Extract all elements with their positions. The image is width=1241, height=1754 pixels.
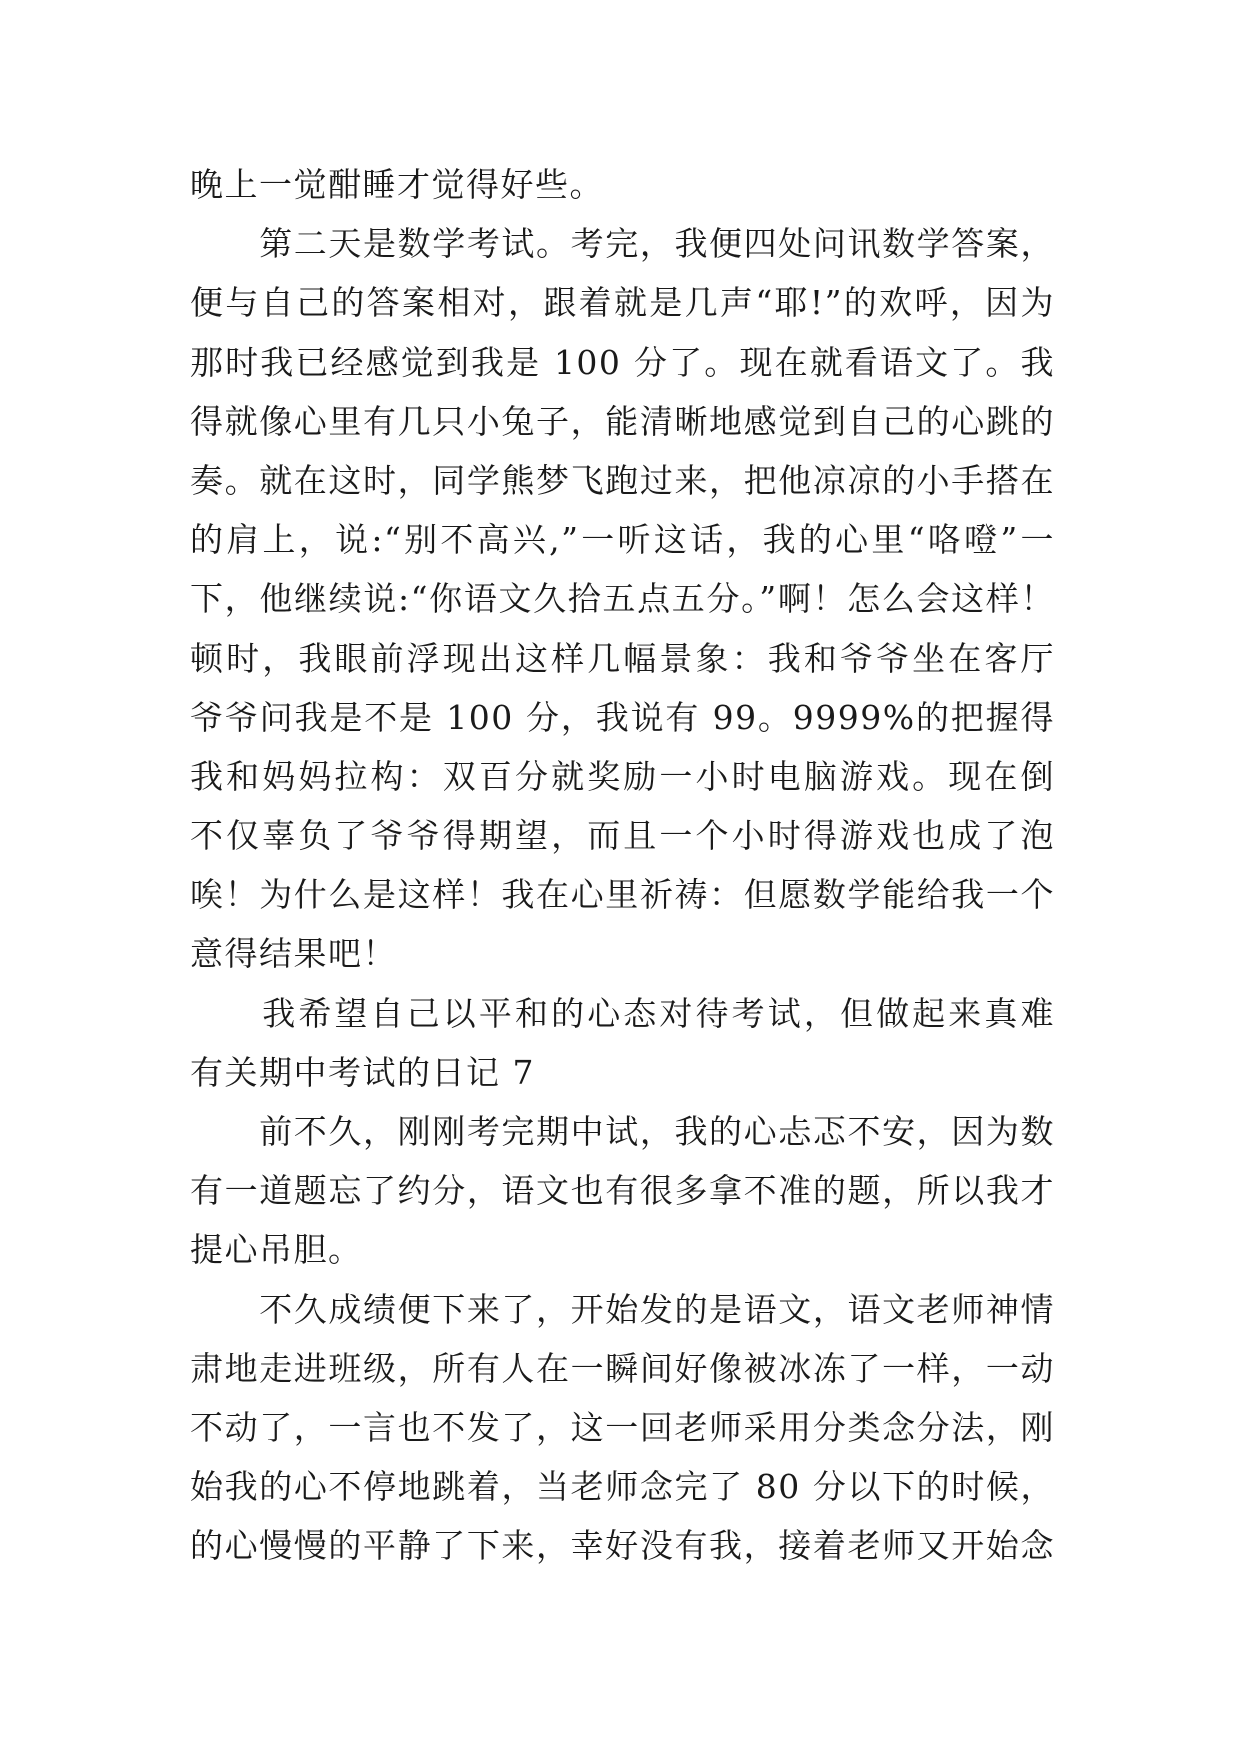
text-line-19: 提心吊胆。 [190, 1230, 363, 1270]
text-line-22: 不动了，一言也不发了，这一回老师采用分类念分法，刚 [190, 1407, 1055, 1447]
text-line-8: 下，他继续说:“你语文久拾五点五分。”啊！怎么会这样！ [190, 579, 1055, 619]
text-line-24: 的心慢慢的平静了下来，幸好没有我，接着老师又开始念 [190, 1526, 1055, 1566]
text-line-2: 第二天是数学考试。考完，我便四处问讯数学答案， [259, 224, 1055, 264]
text-line-7: 的肩上，说:“别不高兴,”一听这话，我的心里“咯噔”一 [190, 520, 1055, 560]
text-line-9: 顿时，我眼前浮现出这样几幅景象：我和爷爷坐在客厅 [190, 638, 1055, 678]
text-line-3: 便与自己的答案相对，跟着就是几声“耶!”的欢呼，因为 [190, 283, 1055, 323]
text-line-5: 得就像心里有几只小兔子，能清晰地感觉到自己的心跳的 [190, 401, 1055, 441]
text-line-6: 奏。就在这时，同学熊梦飞跑过来，把他凉凉的小手搭在 [190, 460, 1055, 500]
text-line-1: 晚上一觉酣睡才觉得好些。 [190, 165, 604, 204]
text-line-14: 意得结果吧！ [190, 934, 397, 974]
text-line-10: 爷爷问我是不是 100 分，我说有 99。9999%的把握得 [190, 697, 1055, 737]
text-line-4: 那时我已经感觉到我是 100 分了。现在就看语文了。我 [190, 342, 1055, 382]
text-line-11: 我和妈妈拉构：双百分就奖励一小时电脑游戏。现在倒 [190, 756, 1055, 796]
text-line-17: 前不久，刚刚考完期中试，我的心忐忑不安，因为数 [259, 1112, 1055, 1151]
body-text [190, 155, 1055, 1576]
text-line-18: 有一道题忘了约分，语文也有很多拿不准的题，所以我才 [190, 1171, 1055, 1211]
text-line-21: 肃地走进班级，所有人在一瞬间好像被冰冻了一样，一动 [190, 1348, 1055, 1388]
text-line-13: 唉！为什么是这样！我在心里祈祷：但愿数学能给我一个 [190, 875, 1055, 915]
text-line-12: 不仅辜负了爷爷得期望，而且一个小时得游戏也成了泡 [190, 816, 1055, 856]
text-line-23: 始我的心不停地跳着，当老师念完了 80 分以下的时候， [190, 1467, 1055, 1507]
text-line-20: 不久成绩便下来了，开始发的是语文，语文老师神情 [259, 1289, 1055, 1329]
section-heading: 有关期中考试的日记 7 [190, 1052, 535, 1092]
text-line-15: 我希望自己以平和的心态对待考试，但做起来真难 [262, 993, 1055, 1033]
